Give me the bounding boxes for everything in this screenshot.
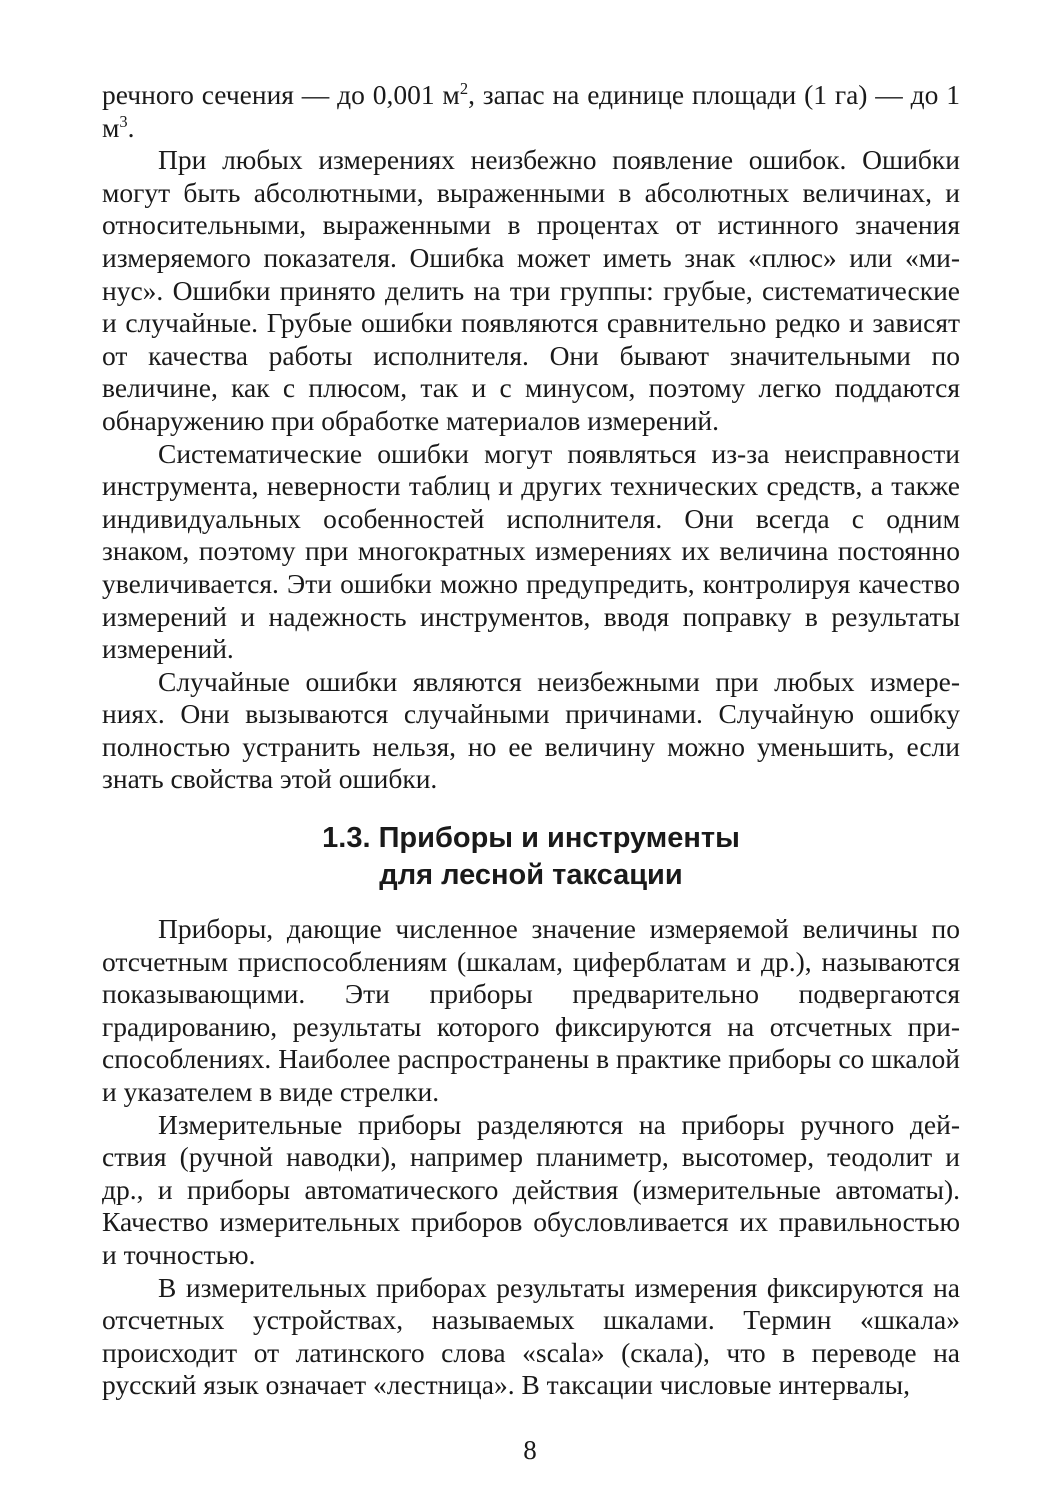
body-text-section-2	[102, 913, 960, 1402]
paragraph-random-errors: Случайные ошибки являются неизбежными при любых измерениях. Они вызываются случайными причинами. Случайную ошибку полностью устранить нельзя, но ее величину можно уменьшить, если знать свойства этой ошибки.	[102, 665, 960, 795]
section-heading-line-2: для лесной таксации	[379, 859, 683, 891]
paragraph-errors-intro: При любых измерениях неизбежно появление ошибок. Ошибки могут быть абсолютными, выраженными в абсолютных величинах, и относительными, выраженными в процентах от истинного значения измеряемого показателя. Ошибка может иметь знак «плюс» или «минус». Ошибки принято делить на три группы: грубые, систематические и случайные. Грубые ошибки появляются сравнительно редко и зависят от качества работы исполнителя. Они бывают значительными по величине, как с плюсом, так и с минусом, поэтому легко поддаются обнаружению при обработке материалов измерений.	[102, 144, 960, 436]
continuation-text-1: речного сечения — до 0,001 м	[102, 79, 460, 110]
page-number: 8	[523, 1435, 537, 1465]
continuation-text-2: , запас на единице площади (1 га) — до 1 м	[102, 79, 960, 143]
paragraph-scales: В измерительных приборах результаты измерения фиксируются на отсчетных устройствах, называемых шкалами. Термин «шкала» происходит от латинского слова «scala» (скала), что в переводе на русский язык означает «лестница». В таксации числовые интервалы,	[102, 1271, 960, 1401]
paragraph-indicating-instruments: Приборы, дающие численное значение измеряемой величины по отсчетным приспособлениям (шкалам, циферблатам и др.), называются показывающими. Эти приборы предварительно подвергаются градированию, результаты которого фиксируются на отсчетных приспособлениях. Наиболее распространены в практике приборы со шкалой и указателем в виде стрелки.	[102, 913, 960, 1107]
paragraph-instrument-types: Измерительные приборы разделяются на приборы ручного действия (ручной наводки), например планиметр, высотомер, теодолит и др., и приборы автоматического действия (измерительные автоматы). Качество измерительных приборов обусловливается их правильностью и точностью.	[102, 1108, 960, 1270]
section-heading-line-1: 1.3. Приборы и инструменты	[322, 822, 740, 854]
superscript-2: 2	[459, 78, 469, 98]
continuation-paragraph	[102, 79, 960, 144]
continuation-text-3: .	[127, 111, 135, 143]
section-heading	[102, 820, 960, 894]
paragraph-systematic-errors: Систематические ошибки могут появляться из-за неисправности инструмента, неверности таблиц и других технических средств, а также индивидуальных особенностей исполнителя. Они всегда с одним знаком, поэтому при многократных измерениях их величина постоянно увеличивается. Эти ошибки можно предупредить, контролируя качество измерений и надежность инструментов, вводя поправку в результаты измерений.	[102, 437, 960, 665]
superscript-3: 3	[119, 111, 128, 131]
body-text-section-1	[102, 79, 960, 796]
